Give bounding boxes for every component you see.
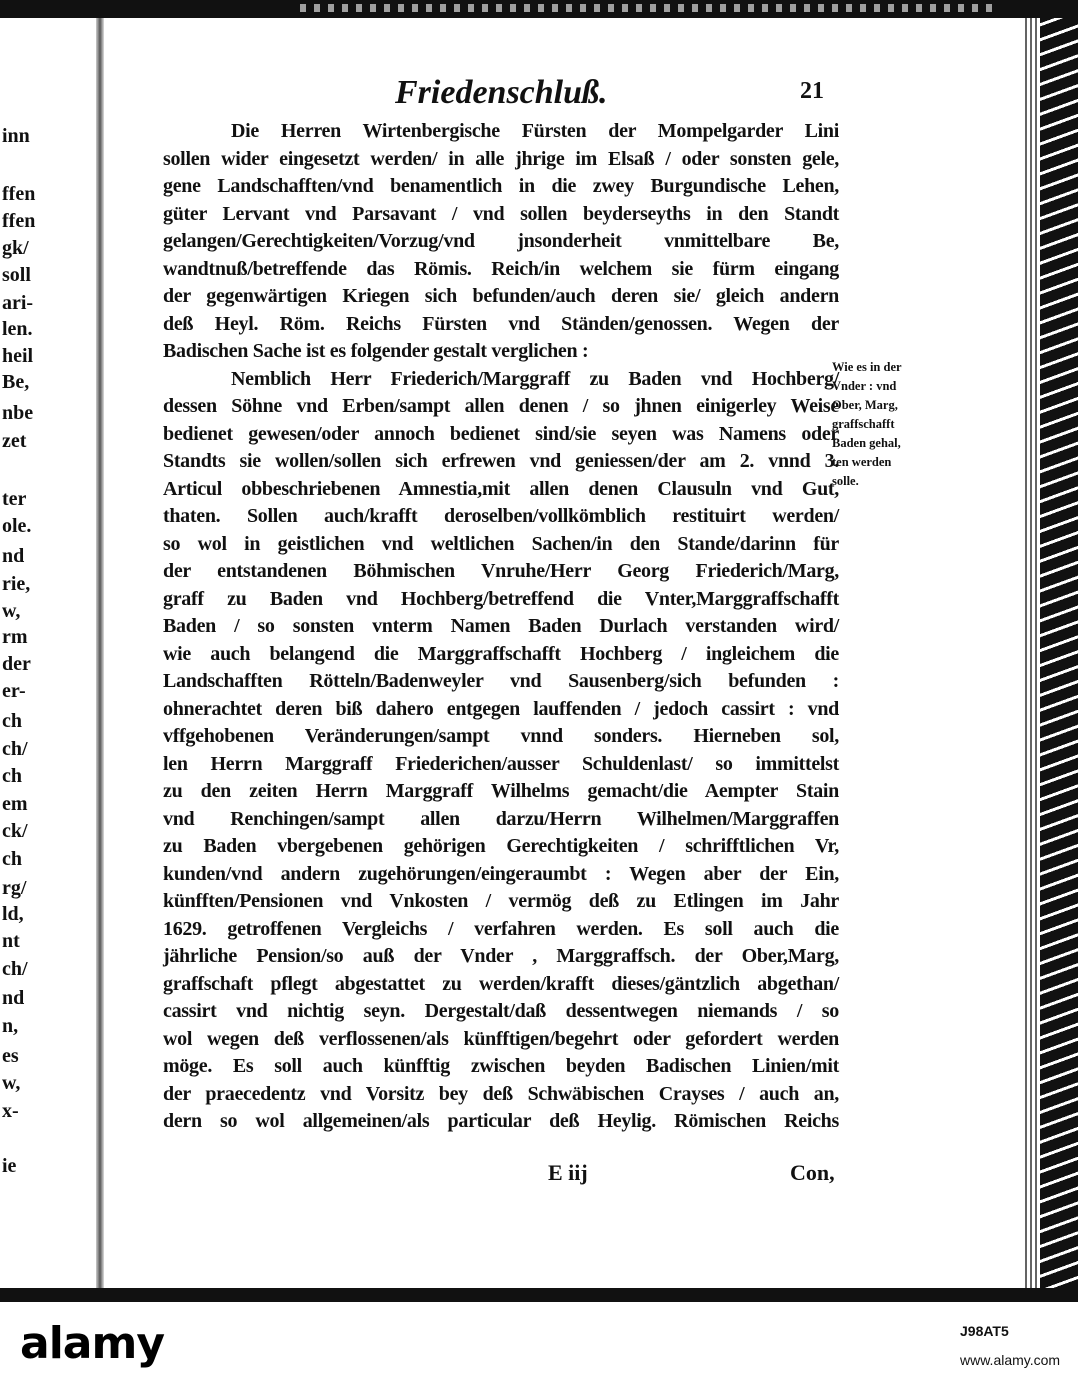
left-page-fragment: ffen [2, 210, 36, 232]
left-page-fragment: Be, [2, 371, 30, 393]
watermark-url: www.alamy.com [960, 1352, 1061, 1368]
text-line: Baden / so sonsten vnterm Namen Baden Durlach verstanden wird/ [163, 615, 839, 637]
margin-note-line: graffschafft [832, 417, 895, 431]
left-page-fragment: rm [2, 626, 28, 648]
text-line: thaten. Sollen auch/krafft deroselben/vollkömblich restituirt werden/ [163, 505, 839, 527]
text-line: zu Baden vbergebenen gehörigen Gerechtigkeiten / schrifftlichen Vr, [163, 835, 839, 857]
text-line: wie auch belangend die Marggraffschafft Hochberg / ingleichem die [163, 642, 839, 665]
left-page-fragment: nd [2, 545, 25, 567]
text-line: cassirt vnd nichtig seyn. Dergestalt/daß dessentwegen niemands / so [163, 1000, 839, 1022]
text-line: gelangen/Gerechtigkeiten/Vorzug/vnd jnsonderheit vnmittelbare Be, [163, 230, 839, 252]
text-line: Die Herren Wirtenbergische Fürsten der Mompelgarder Lini [231, 120, 839, 142]
text-line: Badischen Sache ist es folgender gestalt verglichen : [163, 340, 589, 362]
catchword: Con, [790, 1160, 835, 1185]
text-line: Nemblich Herr Friederich/Marggraff zu Baden vnd Hochberg/ [231, 367, 839, 390]
left-page-fragment: rg/ [2, 877, 27, 899]
text-line: Landschafften Rötteln/Badenweyler vnd Sausenberg/sich befunden : [163, 670, 839, 692]
left-page-fragment: der [2, 653, 31, 675]
image-id: J98AT5 [960, 1323, 1009, 1339]
left-page-fragment: ld, [2, 903, 24, 925]
marbled-edge [1040, 18, 1078, 1288]
margin-note-line: Vnder : vnd [832, 379, 897, 393]
left-page-fragment: gk/ [2, 237, 29, 259]
left-page-fragment: rie, [2, 573, 31, 595]
running-title: Friedenschluß. [395, 74, 608, 111]
scan-border-top [0, 0, 1078, 18]
left-page-fragment: ch [2, 848, 22, 870]
main-text [163, 118, 839, 1136]
left-page-fragment: em [2, 793, 28, 815]
left-page-fragment: inn [2, 125, 30, 147]
text-line: wol wegen deß verflossenen/als künfftigen/begehrt oder gefordert werden [163, 1027, 839, 1050]
left-page-fragment: ole. [2, 515, 32, 537]
left-page-fragment: ch [2, 765, 22, 787]
left-page-fragment: soll [2, 264, 31, 286]
text-line: wandtnuß/betreffende das Römis. Reich/in welchem sie fürm eingang [163, 257, 839, 280]
text-line: 1629. getroffenen Vergleichs / verfahren werden. Es soll auch die [163, 917, 839, 940]
text-line: der entstandenen Böhmischen Vnruhe/Herr Georg Friederich/Marg, [163, 560, 839, 582]
page-edge [1022, 18, 1040, 1288]
left-page-fragment: zet [2, 430, 27, 452]
text-line: gene Landschafften/vnd benamentlich in die zwey Burgundische Lehen, [163, 175, 839, 197]
left-page-fragment: nd [2, 987, 25, 1009]
text-line: Articul obbeschriebenen Amnestia,mit allen denen Clausuln vnd Gut, [163, 477, 839, 500]
margin-note [832, 358, 932, 491]
margin-note-line: Baden gehal, [832, 436, 901, 450]
text-line: möge. Es soll auch künfftig zwischen beyden Badischen Linien/mit [163, 1055, 839, 1077]
signature-mark: E iij [548, 1160, 588, 1185]
left-page-fragment: ch [2, 710, 22, 732]
left-page-fragment: ffen [2, 183, 36, 205]
text-line: dern so wol allgemeinen/als particular deß Heylig. Römischen Reichs [163, 1110, 839, 1132]
left-page-fragment: w, [2, 600, 21, 622]
text-line: ohnerachtet deren biß dahero entgegen lauffenden / jedoch cassirt : vnd [163, 697, 839, 720]
text-line: kunden/vnd andern zugehörungen/eingeraumbt : Wegen aber der Ein, [163, 862, 839, 885]
margin-note-line: solle. [832, 474, 859, 488]
left-page-fragment: es [2, 1045, 19, 1067]
text-line: graffschaft pflegt abgestattet zu werden/krafft dieses/gäntzlich abgethan/ [163, 972, 839, 995]
left-page-fragment: heil [2, 345, 34, 367]
left-page-fragment: ari- [2, 292, 34, 314]
text-line: der praecedentz vnd Vorsitz bey deß Schwäbischen Crayses / auch an, [163, 1082, 839, 1105]
text-line: dessen Söhne vnd Erben/sampt allen denen / so jhnen einigerley Weise [163, 395, 839, 417]
text-line: vnd Renchingen/sampt allen darzu/Herrn Wilhelmen/Marggraffen [163, 807, 839, 830]
page-number: 21 [800, 78, 824, 104]
margin-note-line: Wie es in der [832, 360, 902, 374]
text-line: der gegenwärtigen Kriegen sich befunden/auch deren sie/ gleich andern [163, 285, 839, 307]
left-page-fragment: ie [2, 1155, 17, 1177]
text-line: sollen wider eingesetzt werden/ in alle jhrige im Elsaß / oder sonsten gele, [163, 147, 839, 170]
scan-border-bottom [0, 1288, 1078, 1302]
margin-note-line: ten werden [832, 455, 892, 469]
left-page-fragment: ch/ [2, 958, 28, 980]
left-page-fragment: ter [2, 488, 27, 510]
left-page-fragment: x- [2, 1100, 19, 1122]
left-page-fragment: w, [2, 1072, 21, 1094]
text-line: so wol in geistlichen vnd weltlichen Sachen/in den Stande/darinn für [163, 532, 839, 555]
text-line: deß Heyl. Röm. Reichs Fürsten vnd Ständen/genossen. Wegen der [163, 312, 839, 335]
text-line: Standts sie wollen/sollen sich erfrewen vnd geniessen/der am 2. vnnd 3. [163, 450, 839, 472]
text-line: jährliche Pension/so auß der Vnder , Marggraffsch. der Ober,Marg, [163, 945, 839, 967]
book-gutter [96, 18, 104, 1288]
text-line: vffgehobenen Veränderungen/sampt vnnd sonders. Hierneben sol, [163, 725, 839, 747]
text-line: graff zu Baden vnd Hochberg/betreffend die Vnter,Marggraffschafft [163, 587, 839, 610]
text-line: künfften/Pensionen vnd Vnkosten / vermög deß zu Etlingen im Jahr [163, 890, 839, 912]
left-page-fragment: nbe [2, 402, 34, 424]
left-page-fragment: er- [2, 680, 26, 702]
text-line: len Herrn Marggraff Friederichen/ausser Schuldenlast/ so immittelst [163, 752, 839, 775]
left-page-fragment: ck/ [2, 820, 28, 842]
left-page-fragment: n, [2, 1015, 19, 1037]
alamy-logo: alamy [20, 1318, 164, 1369]
text-line: bedienet gewesen/oder annoch bedienet sind/sie seyen was Namens oder [163, 422, 839, 445]
left-page-fragment: ch/ [2, 738, 28, 760]
left-page-fragment: nt [2, 930, 20, 952]
left-page-fragment: len. [2, 318, 33, 340]
margin-note-line: Ober, Marg, [832, 398, 898, 412]
text-line: zu den zeiten Herrn Marggraff Wilhelms gemacht/die Aempter Stain [163, 780, 839, 802]
text-line: güter Lervant vnd Parsavant / vnd sollen beyderseyths in den Standt [163, 202, 839, 225]
